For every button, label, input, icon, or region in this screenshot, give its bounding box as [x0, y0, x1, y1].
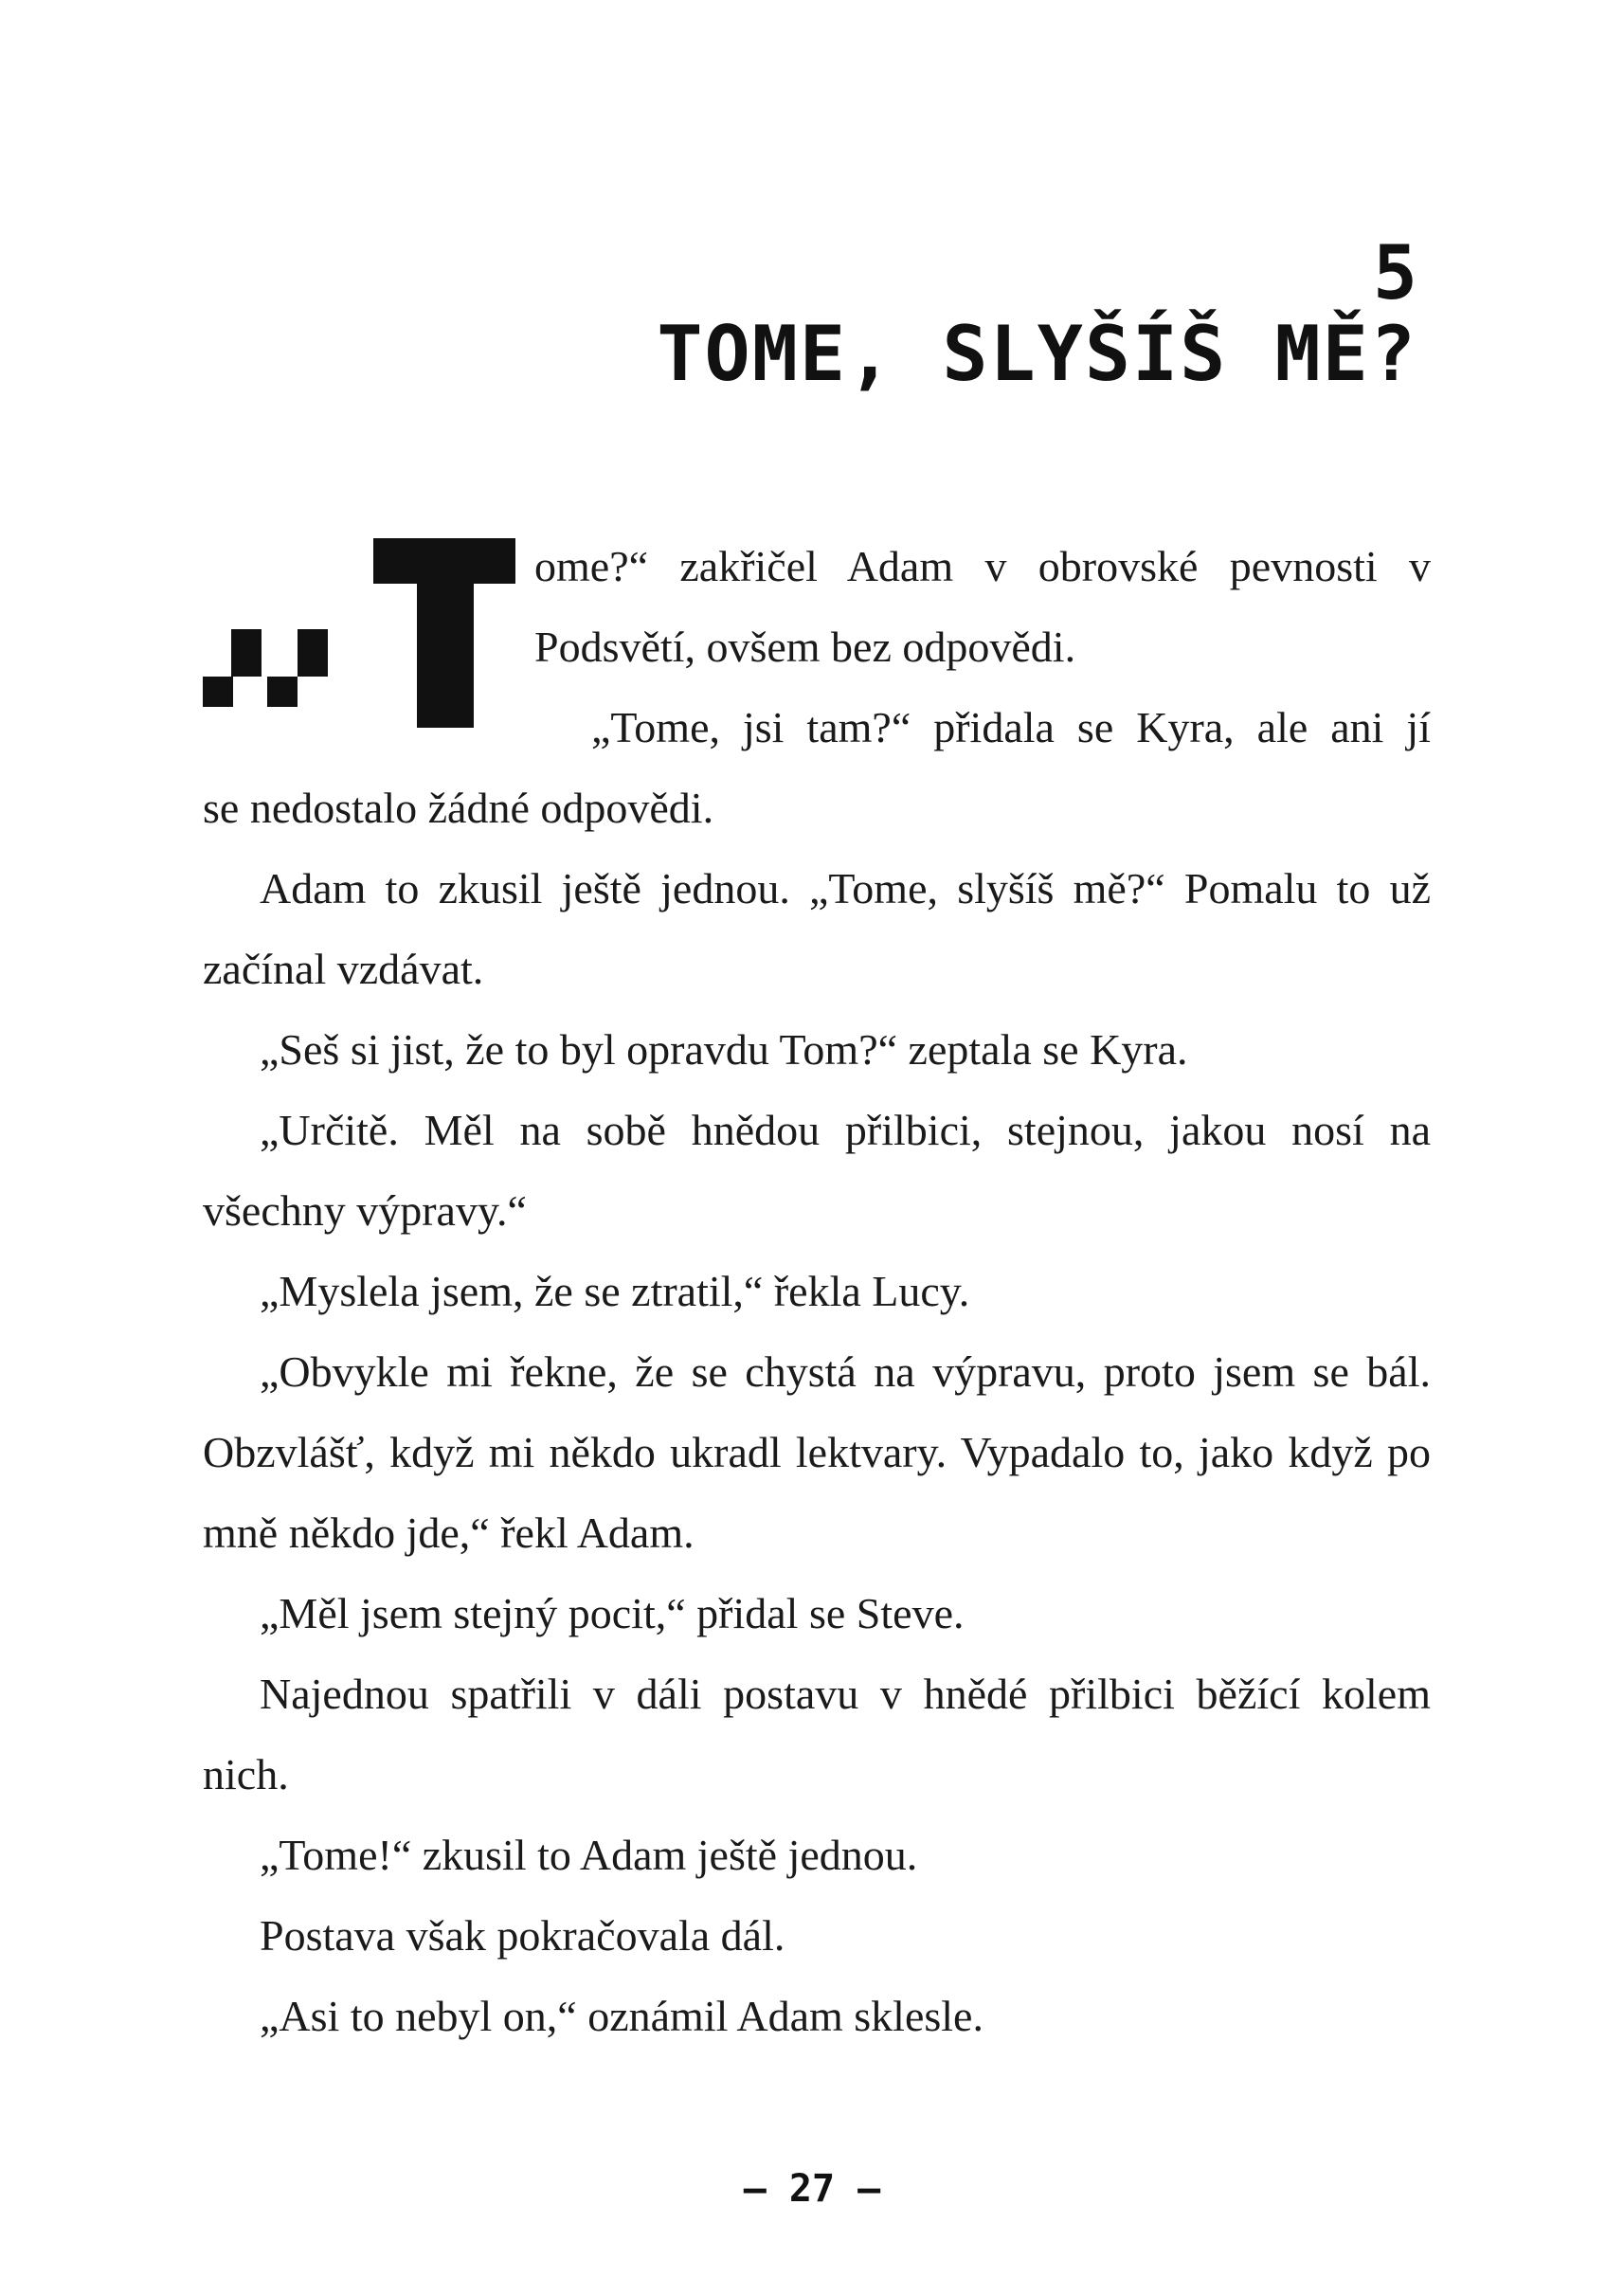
chapter-title: TOME, SLYŠÍŠ MĚ?	[657, 310, 1417, 398]
paragraph-11: Postava však pokračovala dál.	[260, 1911, 785, 1960]
paragraph-9: Najednou spatřili v dáli postavu v hnědé přilbici běžící kolem nich.	[203, 1670, 1431, 1798]
paragraph-12: „Asi to nebyl on,“ oznámil Adam sklesle.	[260, 1992, 983, 2040]
paragraph-2-lead: „Tome, jsi tam?“ přidala se Kyra, ale ani jí	[591, 703, 1431, 751]
paragraph-5: „Určitě. Měl na sobě hnědou přilbici, stejnou, jakou nosí na všechny výpravy.“	[203, 1106, 1431, 1235]
paragraph-4: „Seš si jist, že to byl opravdu Tom?“ zeptala se Kyra.	[260, 1025, 1188, 1074]
paragraph-6: „Myslela jsem, že se ztratil,“ řekla Lucy.	[260, 1267, 970, 1315]
page-number: – 27 –	[743, 2167, 881, 2211]
chapter-number: 5	[1373, 231, 1417, 316]
paragraph-2-rest: se nedostalo žádné odpovědi.	[203, 784, 714, 832]
dropcap-letter: T	[203, 538, 204, 539]
paragraph-3: Adam to zkusil ještě jednou. „Tome, slyšíš mě?“ Pomalu to už začínal vzdávat.	[203, 864, 1431, 993]
chapter-body	[203, 526, 1431, 2056]
paragraph-8: „Měl jsem stejný pocit,“ přidal se Steve.	[260, 1589, 965, 1637]
paragraph-10: „Tome!“ zkusil to Adam ještě jednou.	[260, 1831, 918, 1879]
paragraph-1: ome?“ zakřičel Adam v obrovské pevnosti v Podsvětí, ovšem bez odpovědi.	[534, 542, 1431, 671]
paragraph-7: „Obvykle mi řekne, že se chystá na výpravu, proto jsem se bál. Obzvlášť, když mi někdo ukradl lektvary. Vypadalo to, jako když po mně někdo jde,“ řekl Adam.	[203, 1347, 1431, 1557]
